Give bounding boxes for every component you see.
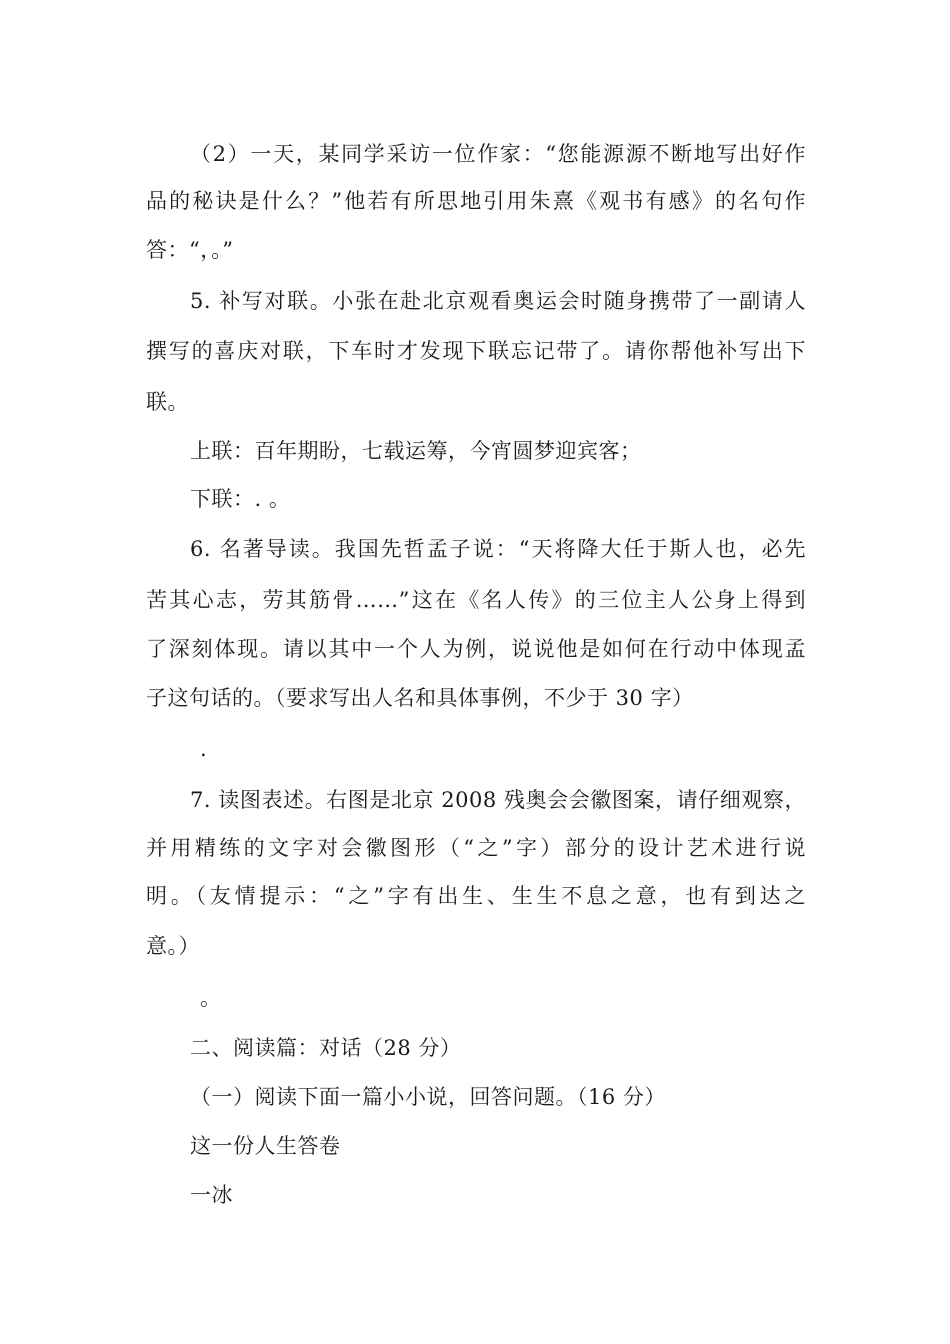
text-line: 5. 补写对联。小张在赴北京观看奥运会时随身携带了一副请人	[190, 289, 806, 313]
text-line: 答：“，。”	[146, 238, 234, 262]
text-line: 意。）	[146, 934, 200, 958]
text-line: 7. 读图表述。右图是北京 2008 残奥会会徽图案，请仔细观察，	[190, 788, 806, 812]
text-line: 6. 名著导读。我国先哲孟子说：“天将降大任于斯人也，必先	[190, 537, 806, 561]
text-line: 下联：. 。	[190, 487, 291, 511]
text-line: .	[200, 737, 208, 761]
text-line: 上联：百年期盼，七载运筹，今宵圆梦迎宾客；	[190, 439, 642, 463]
text-line: 。	[200, 986, 222, 1010]
section-heading: 二、阅读篇：对话（28 分）	[190, 1036, 462, 1060]
text-line: 联。	[146, 390, 189, 414]
text-line: （一）阅读下面一篇小小说，回答问题。（16 分）	[190, 1085, 666, 1109]
text-line: （2）一天，某同学采访一位作家：“您能源源不断地写出好作	[190, 142, 806, 166]
text-line: 品的秘诀是什么？”他若有所思地引用朱熹《观书有感》的名句作	[146, 189, 806, 213]
text-line: 了深刻体现。请以其中一个人为例，说说他是如何在行动中体现孟	[146, 637, 806, 661]
text-line: 并用精练的文字对会徽图形（“之”字）部分的设计艺术进行说	[146, 836, 806, 860]
story-title: 这一份人生答卷	[190, 1134, 341, 1158]
text-line: 明。（友情提示：“之”字有出生、生生不息之意，也有到达之	[146, 884, 806, 908]
text-line: 撰写的喜庆对联，下车时才发现下联忘记带了。请你帮他补写出下	[146, 339, 806, 363]
text-line: 子这句话的。（要求写出人名和具体事例，不少于 30 字）	[146, 686, 694, 710]
text-line: 苦其心志，劳其筋骨……”这在《名人传》的三位主人公身上得到	[146, 588, 806, 612]
story-author: 一冰	[190, 1183, 233, 1207]
